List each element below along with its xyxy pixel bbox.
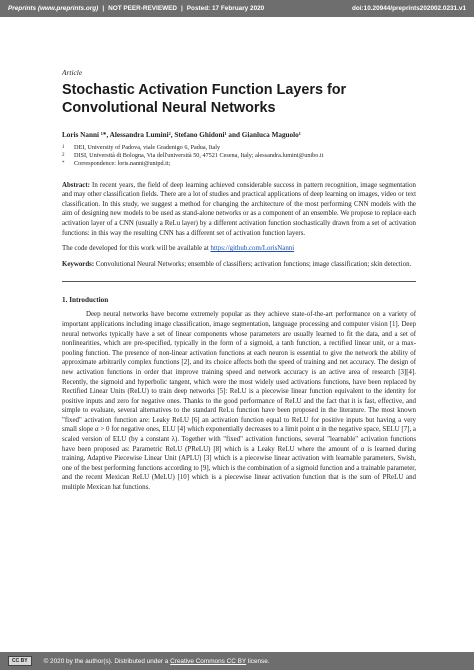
section-divider: [62, 281, 416, 282]
introduction-text: Deep neural networks have become extremely popular as they achieve state-of-the-art performance on a variety of important applications including image classification, image segmentation, language processing and computer vision [1]. Deep neural networks typically have a set of linear components whose parameters are usually learned to fit the data, and a set of nonlinearities, which are pre-specified, typically in the form of a sigmoid, a tanh function, a rectified linear unit, or a max-pooling function. The presence of non-linear activation functions at each neuron is essential to give the network the ability of approximate arbitrarily complex functions [2], and its choice affects both the speed of training and net accuracy. The design of new activation functions in order that improve training speed and network accuracy is an active area of research [3][4]. Recently, the sigmoid and hyperbolic tangent, which were the most widely used activations functions, have been replaced by Rectified Linear Units (ReLU) to train deep networks [5]: ReLU is a piecewise linear function equivalent to the identity for positive inputs and zero for negative ones. Thanks to the good performance of ReLU and the fact that it is fast, effective, and simple to evaluate, several alternatives to the standard ReLu function have been proposed in the literature. The most known "fixed" activation function are: Leaky ReLU [6] an activation function equal to ReLU for positive inputs but having a very small slope α > 0 for negative ones, ELU [4] which exponentially decreases to a limit point α in the negative space, SELU [7], a scaled version of ELU (by a constant λ). Together with "fixed" activation functions, several "learnable" activation functions have been proposed as: Parametric ReLU (PReLU) [8] which is a Leaky ReLU where the amount of α is learned during training, Adaptive Piecewise Linear Unit (APLU) [3] which is a piecewise linear activation with learnable parameters, Swish, one of the best performing functions according to [9], which is the combination of a sigmoid function and a trainable parameter, and the recent Mexican ReLU (MeLU) [10] which is a piecewise linear activation function that is the sum of PReLU and multiple Mexican hat functions.: [62, 311, 416, 492]
cc-by-badge-icon[interactable]: CC BY: [8, 656, 32, 666]
code-link[interactable]: https://github.com/LorisNanni: [210, 245, 295, 253]
affiliation-text: Correspondence: loris.nanni@unipd.it;: [74, 160, 171, 168]
license-footer: [0, 652, 474, 670]
header-separator: |: [102, 5, 105, 12]
preprints-link[interactable]: Preprints (www.preprints.org): [8, 5, 99, 12]
abstract-paragraph: [62, 181, 416, 239]
article-type: Article: [62, 68, 83, 77]
keywords-label: Keywords:: [62, 260, 95, 268]
section-heading-introduction: 1. Introduction: [62, 296, 109, 305]
header-left: [8, 5, 264, 12]
abstract-section: [62, 181, 416, 270]
affiliation-text: DISI, Università di Bologna, Via dell'università 50, 47521 Cesena, Italy; alessandra.lumini@unibo.it: [74, 152, 324, 160]
abstract-label: Abstract:: [62, 181, 90, 189]
affiliation-item: [62, 144, 416, 152]
affiliation-mark: 2: [62, 153, 65, 159]
code-availability: [62, 244, 416, 254]
affiliation-text: DEI, University of Padova, viale Gradenigo 6, Padua, Italy: [74, 144, 221, 151]
affiliation-item: [62, 152, 416, 160]
license-link[interactable]: Creative Commons CC BY: [170, 657, 247, 665]
keywords-paragraph: [62, 260, 416, 270]
affiliation-mark: 1: [62, 145, 65, 150]
copyright-text: © 2020 by the author(s). Distributed under a: [43, 657, 169, 665]
license-suffix: license.: [247, 657, 270, 665]
paper-title: Stochastic Activation Function Layers for Convolutional Neural Networks: [62, 82, 347, 116]
doi-link[interactable]: doi:10.20944/preprints202002.0231.v1: [351, 5, 466, 12]
preprint-header: [0, 0, 474, 17]
header-separator: |: [181, 5, 183, 12]
paper-content: [62, 68, 416, 500]
posted-date: Posted: 17 February 2020: [186, 5, 265, 12]
affiliations: [62, 144, 416, 169]
affiliation-mark: *: [62, 161, 65, 167]
author-list: Loris Nanni ¹*, Alessandra Lumini², Stefano Ghidoni¹ and Gianluca Maguolo¹: [62, 131, 301, 139]
code-text: The code developed for this work will be available at: [62, 245, 209, 253]
review-status: NOT PEER-REVIEWED: [108, 5, 177, 12]
keywords-text: Convolutional Neural Networks; ensemble of classifiers; activation functions; image classification; skin detection.: [95, 260, 412, 268]
abstract-text: In recent years, the field of deep learning achieved considerable success in pattern recognition, image segmentation and may other classification fields. There are a lot of studies and practical applications of deep learning on images, video or text classification. In this study, we suggest a method for changing the architecture of the most performing CNN models with the aim of designing new models to be used as stand-alone networks or as a component of an ensemble. We propose to replace each activation layer of a CNN (usually a ReLu layer) by a different activation function stochastically drawn from a set of activation functions: in this way the resulting CNN has a different set of activation function layers.: [62, 181, 416, 237]
affiliation-item: [62, 160, 416, 168]
